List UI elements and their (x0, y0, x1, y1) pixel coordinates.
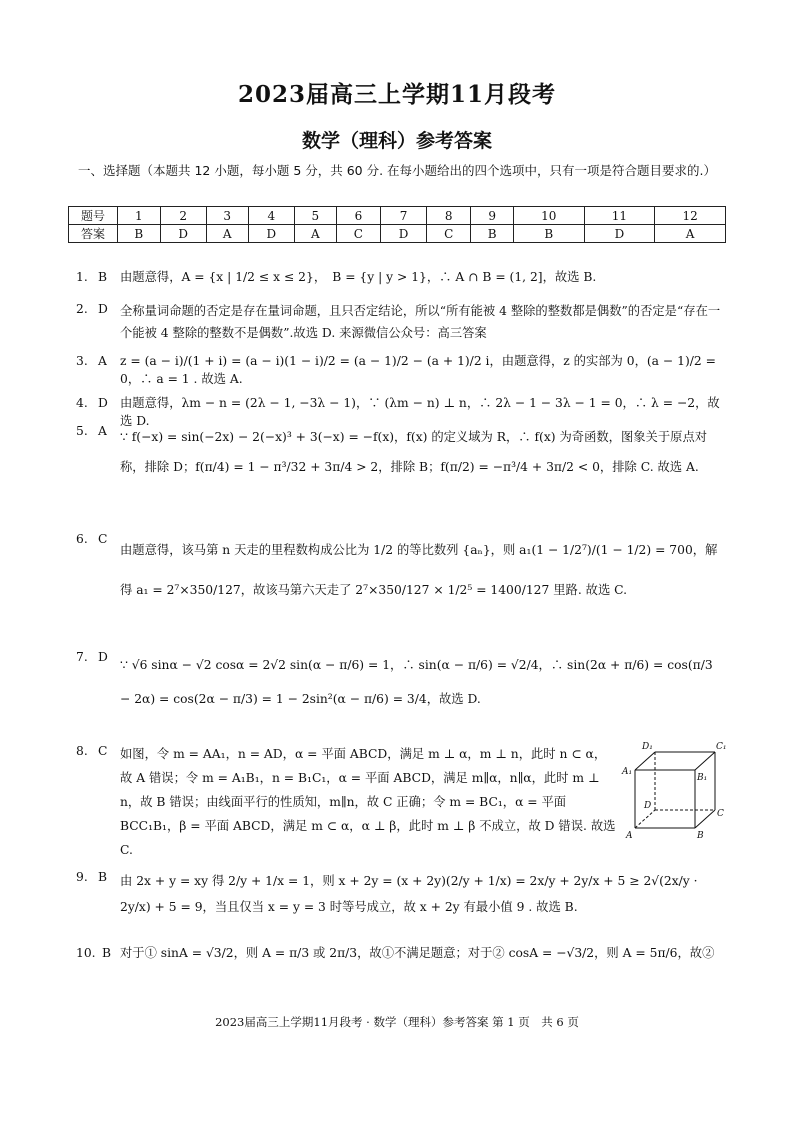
table-cell: 6 (336, 207, 380, 225)
table-cell: A (294, 225, 336, 243)
table-cell: 9 (471, 207, 514, 225)
question-answer: B (98, 870, 108, 884)
question-solution: 对于① sinA = √3/2，则 A = π/3 或 2π/3，故①不满足题意；对于② cosA = −√3/2，则 A = 5π/6，故② (120, 946, 715, 960)
question-answer: D (98, 396, 108, 410)
question-answer: D (98, 650, 108, 664)
vertex-label: C (717, 809, 724, 819)
table-cell: 7 (381, 207, 427, 225)
table-cell: 8 (427, 207, 471, 225)
page-title: 2023届高三上学期11月段考 (237, 81, 557, 108)
table-cell: C (427, 225, 471, 243)
table-cell: B (118, 225, 161, 243)
question-number: 4. (76, 396, 88, 410)
question-number: 6. (76, 532, 88, 546)
question-number: 10. (76, 946, 96, 960)
vertex-label: B (697, 831, 704, 840)
table-cell: 5 (294, 207, 336, 225)
question-solution: 由题意得，A = {x | 1/2 ≤ x ≤ 2}， B = {y | y > 1}，∴ A ∩ B = (1, 2]，故选 B. (120, 270, 597, 284)
question-6 (76, 530, 726, 630)
question-8 (76, 742, 616, 857)
row-label: 答案 (69, 225, 118, 243)
question-solution: ∵ √6 sinα − √2 cosα = 2√2 sin(α − π/6) = 1，∴ sin(α − π/6) = √2/4，∴ sin(2α + π/6) = cos(π/3 − 2α) = cos(2α − π/3) = 1 − 2sin²(α − π/6) = 3/4，故选 D. (120, 658, 713, 706)
page-footer: 2023届高三上学期11月段考 · 数学（理科）参考答案 第 1 页 共 6 页 (215, 1015, 579, 1029)
vertex-label: A₁ (622, 767, 633, 777)
table-row-answers (69, 225, 726, 243)
question-answer: C (98, 532, 108, 546)
table-cell: 2 (160, 207, 206, 225)
question-number: 9. (76, 870, 88, 884)
vertex-label: D₁ (642, 742, 653, 752)
vertex-label: B₁ (697, 773, 708, 783)
cube-edge (695, 810, 715, 828)
vertex-label: A (626, 831, 633, 840)
table-cell: B (471, 225, 514, 243)
question-5 (76, 422, 726, 512)
section-heading: 一、选择题（本题共 12 小题，每小题 5 分，共 60 分. 在每小题给出的四个选项中，只有一项是符合题目要求的.） (78, 163, 717, 178)
question-10 (76, 944, 726, 984)
question-9 (76, 868, 726, 928)
cube-edge (695, 752, 715, 770)
table-cell: D (584, 225, 655, 243)
question-solution: 由 2x + y = xy 得 2/y + 1/x = 1，则 x + 2y = (x + 2y)(2/y + 1/x) = 2x/y + 2y/x + 5 ≥ 2√(2x/y · 2y/x) + 5 = 9，当且仅当 x = y = 3 时等号成立，故 x + 2y 有最小值 9 . 故选 B. (120, 874, 698, 914)
table-cell: B (513, 225, 584, 243)
question-number: 3. (76, 354, 88, 368)
question-7 (76, 648, 726, 728)
vertex-label: C₁ (716, 742, 727, 752)
vertex-label: D (644, 801, 652, 811)
cube-edge (635, 752, 655, 770)
question-2 (76, 300, 726, 340)
question-answer: A (98, 354, 107, 368)
row-label: 题号 (69, 207, 118, 225)
table-row-numbers (69, 207, 726, 225)
table-cell: 12 (655, 207, 726, 225)
question-solution: 由题意得，λm − n = (2λ − 1, −3λ − 1)，∵ (λm − n) ⊥ n，∴ 2λ − 1 − 3λ − 1 = 0，∴ λ = −2，故选 D. (120, 396, 720, 428)
table-cell: 11 (584, 207, 655, 225)
table-cell: 10 (513, 207, 584, 225)
cube-hidden-edge (635, 810, 655, 828)
cube-figure (620, 740, 730, 840)
question-answer: D (98, 302, 108, 316)
question-number: 8. (76, 744, 88, 758)
question-answer: B (102, 946, 112, 960)
table-cell: D (381, 225, 427, 243)
page-subtitle: 数学（理科）参考答案 (301, 130, 492, 152)
question-solution: 由题意得，该马第 n 天走的里程数构成公比为 1/2 的等比数列 {aₙ}，则 a₁(1 − 1/2⁷)/(1 − 1/2) = 700，解得 a₁ = 2⁷×350/127，故该马第六天走了 2⁷×350/127 × 1/2⁵ = 1400/127 里路. 故选 C. (120, 543, 718, 597)
table-cell: 1 (118, 207, 161, 225)
question-4 (76, 394, 726, 428)
table-cell: A (206, 225, 248, 243)
question-number: 7. (76, 650, 88, 664)
question-number: 1. (76, 270, 88, 284)
table-cell: D (160, 225, 206, 243)
question-answer: B (98, 270, 108, 284)
question-number: 5. (76, 424, 88, 438)
table-cell: D (248, 225, 294, 243)
question-answer: C (98, 744, 108, 758)
question-3 (76, 352, 726, 386)
question-number: 2. (76, 302, 88, 316)
question-solution: z = (a − i)/(1 + i) = (a − i)(1 − i)/2 = (a − 1)/2 − (a + 1)/2 i，由题意得，z 的实部为 0，(a − 1)/2 = 0，∴ a = 1 . 故选 A. (120, 354, 716, 386)
table-cell: 3 (206, 207, 248, 225)
question-solution: ∵ f(−x) = sin(−2x) − 2(−x)³ + 3(−x) = −f(x)，f(x) 的定义域为 R，∴ f(x) 为奇函数，图象关于原点对称，排除 D；f(π/4) = 1 − π³/32 + 3π/4 > 2，排除 B；f(π/2) = −π³/4 + 3π/2 < 0，排除 C. 故选 A. (120, 430, 708, 474)
question-answer: A (98, 424, 107, 438)
table-cell: C (336, 225, 380, 243)
table-cell: A (655, 225, 726, 243)
question-solution: 如图，令 m = AA₁，n = AD，α = 平面 ABCD，满足 m ⊥ α，m ⊥ n，此时 n ⊂ α，故 A 错误；令 m = A₁B₁，n = B₁C₁，α = 平面 ABCD，满足 m∥α，n∥α，此时 m ⊥ n，故 B 错误；由线面平行的性质知，m∥n，故 C 正确；令 m = BC₁，α = 平面 BCC₁B₁，β = 平面 ABCD，满足 m ⊂ α，α ⊥ β，此时 m ⊥ β 不成立，故 D 错误. 故选 C. (120, 747, 616, 857)
table-cell: 4 (248, 207, 294, 225)
answer-table (68, 206, 726, 243)
question-solution: 全称量词命题的否定是存在量词命题，且只否定结论，所以“所有能被 4 整除的整数都是偶数”的否定是“存在一个能被 4 整除的整数不是偶数”.故选 D. 来源微信公众号：高三答案 (120, 304, 721, 340)
question-1 (76, 268, 726, 288)
